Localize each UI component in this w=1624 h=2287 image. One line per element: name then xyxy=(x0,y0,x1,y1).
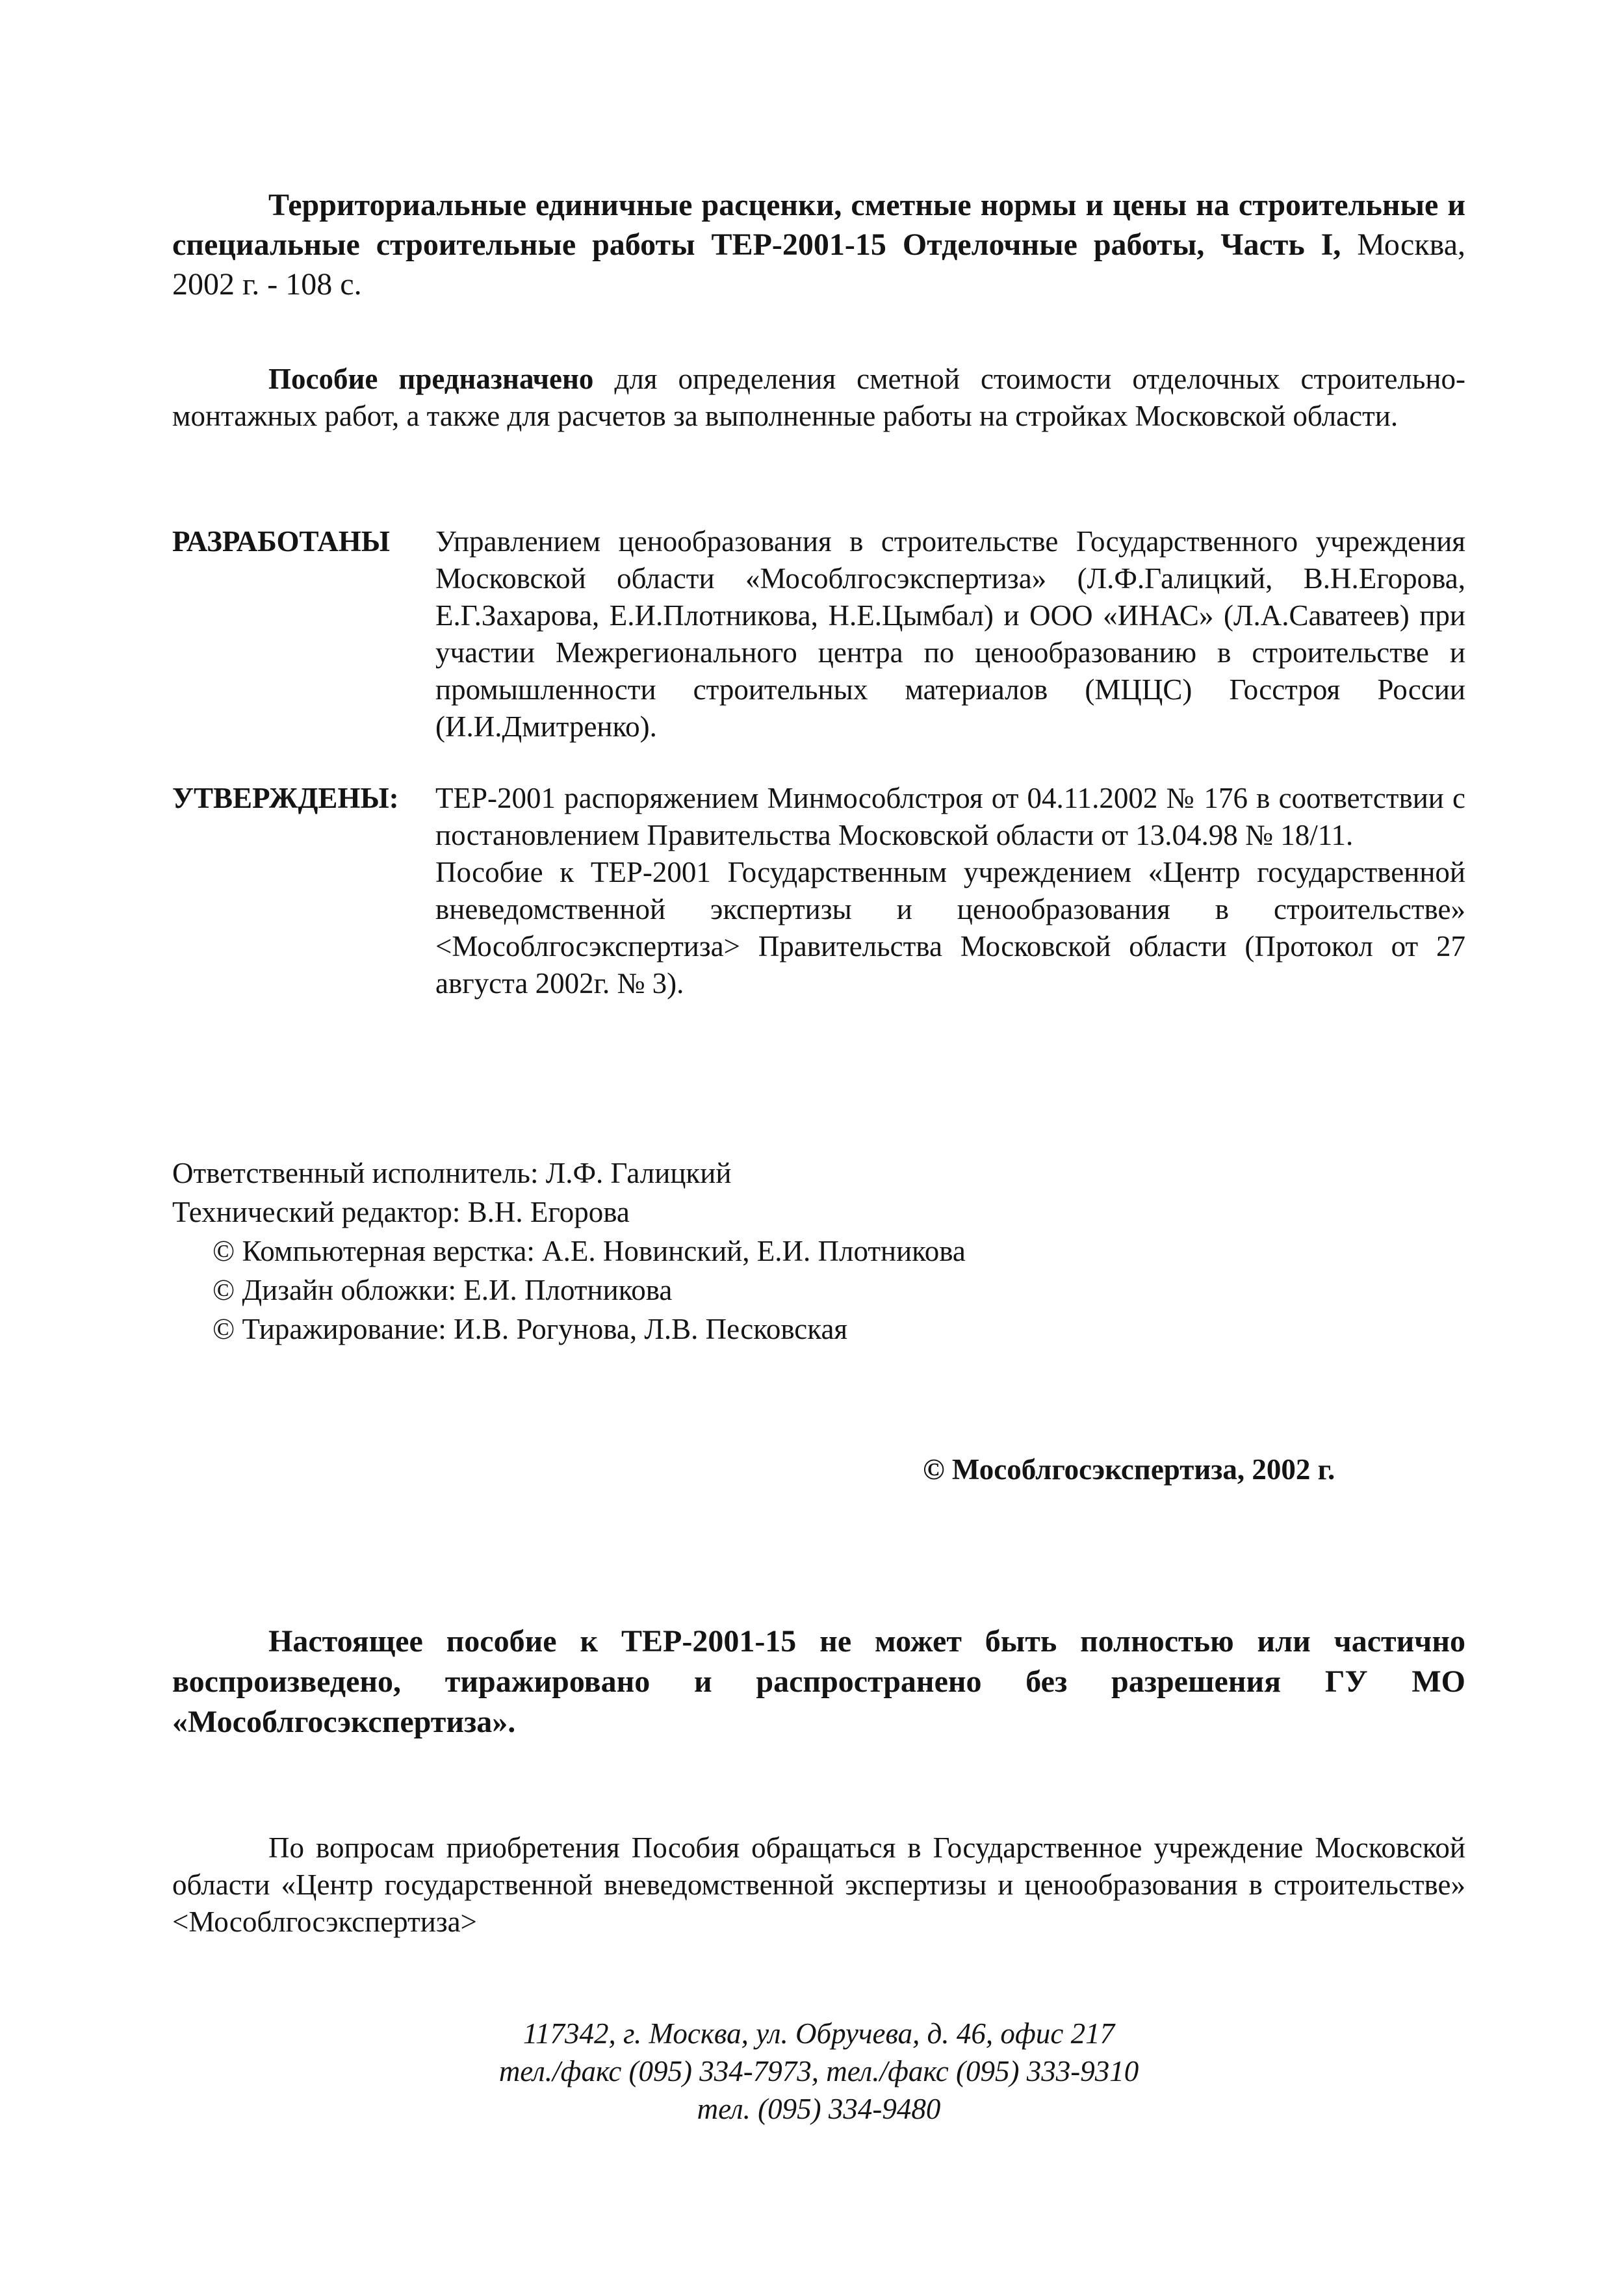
credit-layout: © Компьютерная верстка: А.Е. Новинский, Е.И. Плотникова xyxy=(213,1235,966,1267)
title-bold-part: Территориальные единичные расценки, сметные нормы и цены на строительные и специальные строительные работы ТЕР-2001-15 Отделочные работы, Часть I, xyxy=(172,188,1465,262)
phone-fax-line: тел./факс (095) 334-7973, тел./факс (095) 333-9310 xyxy=(498,2055,1139,2087)
approved-label: УТВЕРЖДЕНЫ: xyxy=(172,782,399,814)
purpose-text: для определения сметной стоимости отделочных строительно-монтажных работ, а также для расчетов за выполненные работы на стройках Московской области. xyxy=(172,363,1465,432)
approved-text-order: ТЕР-2001 распоряжением Минмособлстроя от 04.11.2002 № 176 в соответствии с постановлением Правительства Московской области от 13.04.98 № 18/11. xyxy=(435,782,1465,851)
developed-label: РАЗРАБОТАНЫ xyxy=(172,525,390,558)
purpose-lead: Пособие предназначено xyxy=(268,363,594,395)
document-title xyxy=(172,185,1465,304)
address-line: 117342, г. Москва, ул. Обручева, д. 46, офис 217 xyxy=(522,2017,1115,2050)
credit-cover-design: © Дизайн обложки: Е.И. Плотникова xyxy=(213,1274,673,1306)
purpose-paragraph xyxy=(172,361,1465,435)
contact-address xyxy=(172,2015,1465,2128)
developed-text: Управлением ценообразования в строительстве Государственного учреждения Московской области «Мособлгосэкспертиза» (Л.Ф.Галицкий, В.Н.Егорова, Е.Г.Захарова, Е.И.Плотникова, Н.Е.Цымбал) и ООО «ИНАС» (Л.А.Саватеев) при участии Межрегионального центра по ценообразованию в строительстве и промышленности строительных материалов (МЦЦС) Госстроя России (И.И.Дмитренко). xyxy=(435,525,1465,743)
purchase-contact-paragraph: По вопросам приобретения Пособия обращаться в Государственное учреждение Московской области «Центр государственной вневедомственной экспертизы и ценообразования в строительстве» <Мособлгосэкспертиза> xyxy=(172,1831,1465,1938)
credit-responsible: Ответственный исполнитель: Л.Ф. Галицкий xyxy=(172,1157,732,1189)
reproduction-notice: Настоящее пособие к ТЕР-2001-15 не может быть полностью или частично воспроизведено, тиражировано и распространено без разрешения ГУ МО «Мособлгосэкспертиза». xyxy=(172,1624,1465,1739)
approved-text xyxy=(435,780,1465,1002)
credit-replication: © Тиражирование: И.В. Рогунова, Л.В. Песковская xyxy=(213,1313,848,1345)
credit-tech-editor: Технический редактор: В.Н. Егорова xyxy=(172,1196,630,1228)
phone-line: тел. (095) 334-9480 xyxy=(697,2093,941,2125)
copyright-notice: © Мособлгосэкспертиза, 2002 г. xyxy=(923,1453,1335,1486)
title-publication-info: Москва, 2002 г. - 108 с. xyxy=(172,227,1465,302)
credits-list xyxy=(172,1154,1465,1349)
approved-text-protocol: Пособие к ТЕР-2001 Государственным учреждением «Центр государственной вневедомственной экспертизы и ценообразования в строительстве» <Мособлгосэкспертиза> Правительства Московской области (Протокол от 27 августа 2002г. № 3). xyxy=(435,856,1465,1000)
